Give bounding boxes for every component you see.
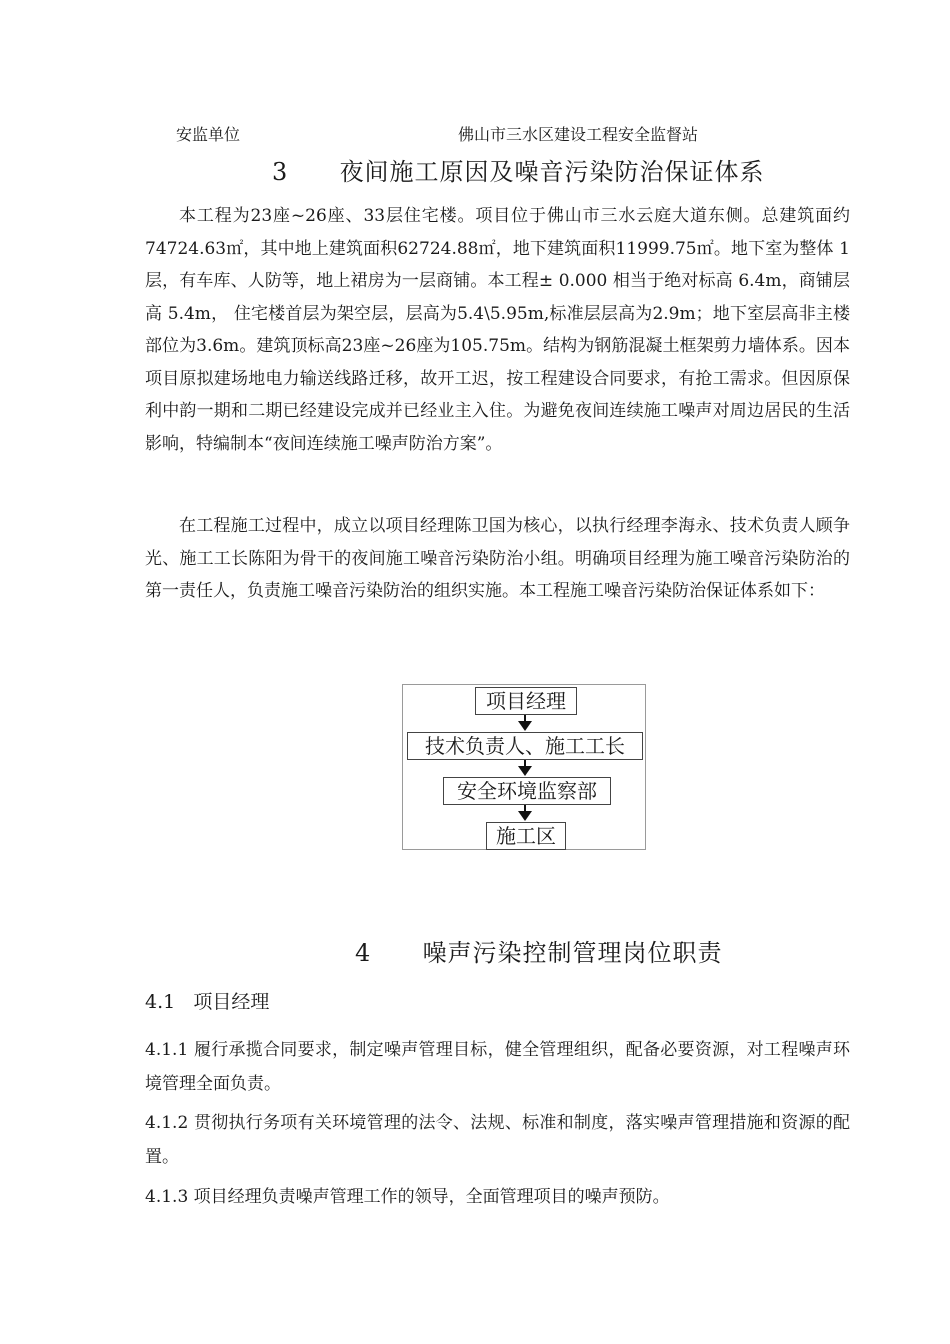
item-text: 项目经理负责噪声管理工作的领导，全面管理项目的噪声预防。 bbox=[193, 1187, 670, 1207]
section-4-heading bbox=[355, 933, 723, 968]
list-item bbox=[145, 1180, 850, 1214]
down-arrow-icon bbox=[518, 766, 532, 776]
item-text: 贯彻执行务项有关环境管理的法令、法规、标准和制度，落实噪声管理措施和资源的配置。 bbox=[145, 1113, 851, 1167]
chart-node-technical-lead: 技术负责人、施工工长 bbox=[407, 732, 643, 760]
chart-node-safety-department: 安全环境监察部 bbox=[443, 777, 611, 805]
section-3-number: 3 bbox=[272, 158, 289, 186]
section-4-title: 噪声污染控制管理岗位职责 bbox=[422, 939, 723, 967]
header-left-label: 安监单位 bbox=[176, 125, 241, 144]
item-number: 4.1.3 bbox=[145, 1187, 189, 1207]
subsection-title: 项目经理 bbox=[193, 991, 270, 1013]
item-number: 4.1.2 bbox=[145, 1113, 189, 1133]
subsection-4-1-heading bbox=[145, 987, 269, 1014]
list-item bbox=[145, 1106, 850, 1174]
item-number: 4.1.1 bbox=[145, 1040, 189, 1060]
section-3-heading bbox=[272, 152, 765, 187]
header-right-label: 佛山市三水区建设工程安全监督站 bbox=[458, 125, 699, 144]
section-3-title: 夜间施工原因及噪音污染防治保证体系 bbox=[339, 158, 765, 186]
chart-node-project-manager: 项目经理 bbox=[475, 687, 577, 715]
subsection-number: 4.1 bbox=[145, 991, 176, 1013]
item-text: 履行承揽合同要求，制定噪声管理目标，健全管理组织，配备必要资源，对工程噪声环境管理全面负责。 bbox=[145, 1040, 851, 1094]
down-arrow-icon bbox=[518, 811, 532, 821]
down-arrow-icon bbox=[518, 721, 532, 731]
chart-node-construction-area: 施工区 bbox=[486, 822, 566, 850]
section-3-paragraph-1: 本工程为23座~26座、33层住宅楼。项目位于佛山市三水云庭大道东侧。总建筑面约74724.63㎡，其中地上建筑面积62724.88㎡，地下建筑面积11999.75㎡。地下室为整体 1层，有车库、人防等，地上裙房为一层商铺。本工程± 0.000 相当于绝对标高 6.4m，商铺层高 5.4m， 住宅楼首层为架空层，层高为5.4\5.95m,标准层层高为2.9m；地下室层高非主楼部位为3.6m。建筑顶标高23座~26座为105.75m。结构为钢筋混凝土框架剪力墙体系。因本项目原拟建场地电力输送线路迁移，故开工迟，按工程建设合同要求，有抢工需求。但因原保利中韵一期和二期已经建设完成并已经业主入住。为避免夜间连续施工噪声对周边居民的生活影响，特编制本“夜间连续施工噪声防治方案”。 bbox=[145, 206, 850, 454]
section-4-number: 4 bbox=[355, 939, 372, 967]
noise-control-org-chart bbox=[402, 684, 646, 850]
list-item bbox=[145, 1033, 850, 1101]
section-3-paragraph-2: 在工程施工过程中，成立以项目经理陈卫国为核心，以执行经理李海永、技术负责人顾争光、施工工长陈阳为骨干的夜间施工噪音污染防治小组。明确项目经理为施工噪音污染防治的第一责任人，负责施工噪音污染防治的组织实施。本工程施工噪音污染防治保证体系如下： bbox=[145, 516, 850, 601]
